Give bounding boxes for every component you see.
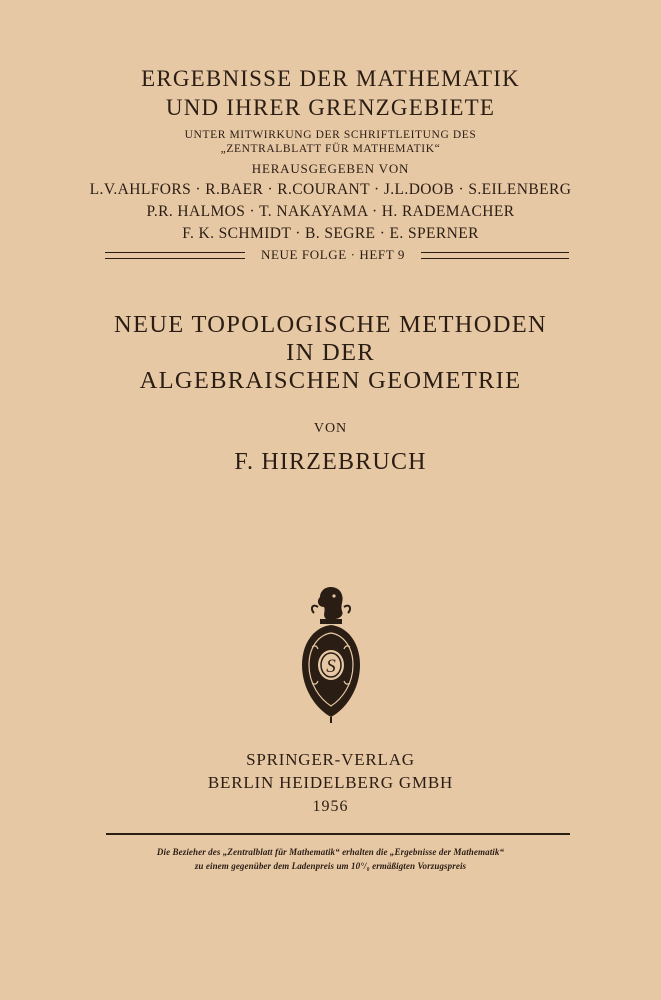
- editors-line1: L.V.AHLFORS · R.BAER · R.COURANT · J.L.DOOB · S.EILENBERG: [89, 181, 572, 198]
- book-title-line3: ALGEBRAISCHEN GEOMETRIE: [139, 367, 522, 394]
- cooperation-line2: „ZENTRALBLATT FÜR MATHEMATIK“: [220, 143, 441, 155]
- publication-year: 1956: [312, 798, 349, 815]
- book-title-line2: IN DER: [286, 339, 375, 366]
- double-rule-left: [105, 252, 245, 259]
- footnote-line1: Die Bezieher des „Zentralblatt für Mathematik“ erhalten die „Ergebnisse der Mathematik“: [156, 847, 505, 857]
- editors-line2: P.R. HALMOS · T. NAKAYAMA · H. RADEMACHER: [146, 203, 515, 220]
- editors-line3: F. K. SCHMIDT · B. SEGRE · E. SPERNER: [182, 225, 479, 242]
- logo-letter: S: [326, 656, 336, 677]
- author-name: F. HIRZEBRUCH: [234, 449, 427, 475]
- issue-label: NEUE FOLGE · HEFT 9: [260, 247, 406, 262]
- double-rule-right: [421, 252, 569, 259]
- springer-knight-icon: [300, 585, 362, 723]
- issue-rule-row: [105, 249, 569, 263]
- cooperation-line1: UNTER MITWIRKUNG DER SCHRIFTLEITUNG DES: [184, 129, 477, 141]
- series-title-line2: UND IHRER GRENZGEBIETE: [165, 95, 496, 120]
- editors-heading: HERAUSGEGEBEN VON: [251, 161, 410, 176]
- series-title-line1: ERGEBNISSE DER MATHEMATIK: [141, 66, 520, 91]
- footnote-rule: [106, 833, 570, 835]
- publisher-name: SPRINGER-VERLAG: [246, 750, 415, 769]
- book-title-line1: NEUE TOPOLOGISCHE METHODEN: [113, 311, 548, 338]
- footnote-line2: zu einem gegenüber dem Ladenpreis um 10°/₀ ermäßigten Vorzugspreis: [194, 861, 467, 871]
- by-label: VON: [313, 421, 348, 436]
- publisher-place: BERLIN HEIDELBERG GMBH: [207, 773, 454, 792]
